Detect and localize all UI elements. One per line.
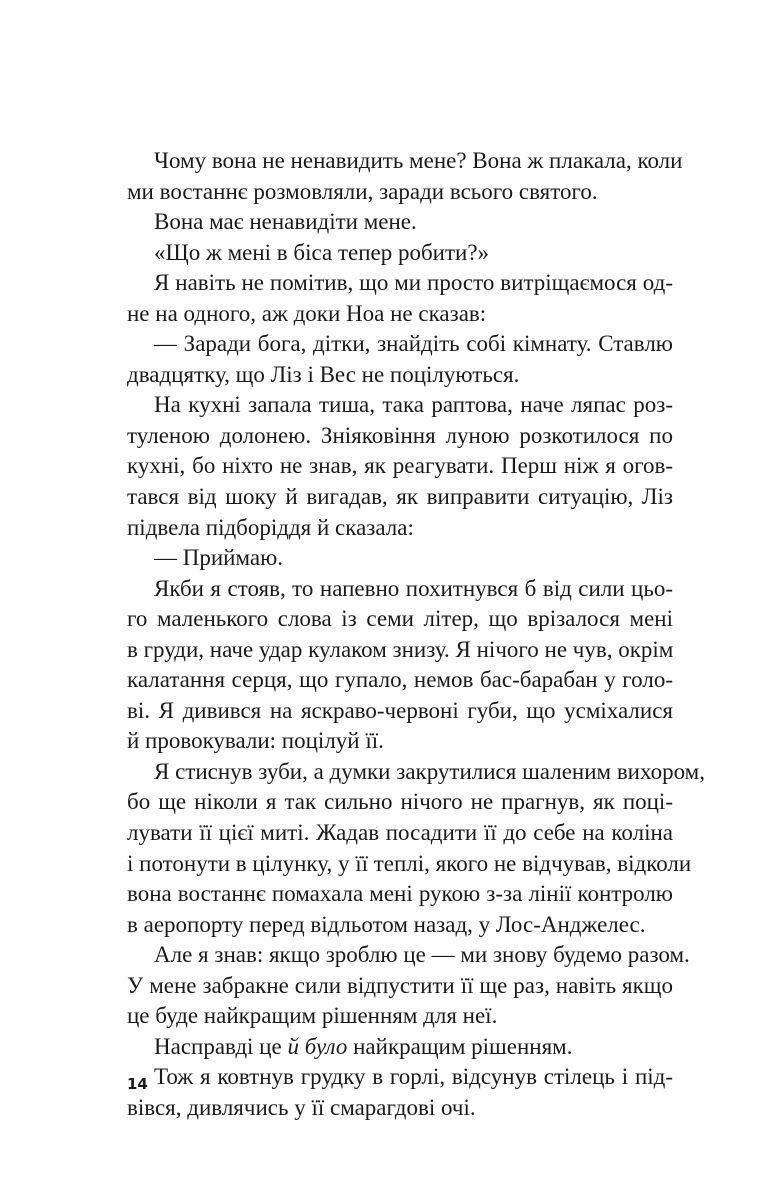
text-line: Чому вона не ненавидить мене? Вона ж плакала, коли <box>154 148 683 173</box>
text-line: Я навіть не помітив, що ми просто витріщаємося од- <box>154 270 673 296</box>
text-line: це буде найкращим рішенням для неї. <box>127 1003 498 1029</box>
text-line: тався від шоку й вигадав, як виправити ситуацію, Ліз <box>127 484 673 510</box>
text-line: в груди, наче удар кулаком знизу. Я нічого не чув, окрім <box>127 636 674 662</box>
text-segment: Насправді це <box>154 1033 288 1059</box>
text-line: і потонути в цілунку, у її теплі, якого не відчував, відколи <box>127 850 692 876</box>
text-line <box>127 1032 673 1063</box>
text-line: вона востаннє помахала мені рукою з-за лінії контролю <box>127 881 673 907</box>
text-line: — Заради бога, дітки, знайдіть собі кімнату. Ставлю <box>154 331 673 357</box>
text-line: двадцятку, що Ліз і Вес не поцілуються. <box>127 361 520 387</box>
text-line: туленою долонею. Зніяковіння луною розкотилося по <box>127 422 673 448</box>
text-line: У мене забракне сили відпустити її ще раз, навіть якщо <box>127 972 673 998</box>
text-line: Тож я ковтнув грудку в горлі, відсунув стілець і під- <box>154 1064 673 1090</box>
text-line: — Приймаю. <box>154 545 284 571</box>
text-line: ми востаннє розмовляли, заради всього святого. <box>127 178 598 204</box>
text-line: Якби я стояв, то напевно похитнувся б від сили цьо- <box>154 575 673 601</box>
text-line: Але я знав: якщо зроблю це — ми знову будемо разом. <box>154 942 690 968</box>
text-line: в аеропорту перед відльотом назад, у Лос-Анджелес. <box>127 911 646 937</box>
text-line: Я стиснув зуби, а думки закрутилися шаленим вихором, <box>154 758 705 784</box>
text-line: Вона має ненавидіти мене. <box>154 209 417 235</box>
text-line: бо ще ніколи я так сильно нічого не прагнув, як поці- <box>127 789 673 815</box>
text-segment: найкращим рішенням. <box>347 1033 573 1059</box>
text-line: лувати її цієї миті. Жадав посадити її до себе на коліна <box>127 820 673 846</box>
text-line: ві. Я дивився на яскраво-червоні губи, що усміхалися <box>127 697 673 723</box>
text-line: підвела підборіддя й сказала: <box>127 514 414 540</box>
text-line: «Що ж мені в біса тепер робити?» <box>154 239 490 265</box>
text-line: й провокували: поцілуй її. <box>127 728 384 754</box>
page-number: 14 <box>127 1075 148 1093</box>
text-line: кухні, бо ніхто не знав, як реагувати. Перш ніж я огов- <box>127 453 673 479</box>
text-line: го маленького слова із семи літер, що врізалося мені <box>127 606 673 632</box>
text-line: не на одного, аж доки Ноа не сказав: <box>127 300 487 326</box>
text-line: На кухні запала тиша, така раптова, наче ляпас роз- <box>154 392 673 418</box>
body-text <box>127 146 705 1124</box>
emphasis-text: й було <box>287 1033 348 1059</box>
text-line: вівся, дивлячись у її смарагдові очі. <box>127 1094 476 1120</box>
text-line: калатання серця, що гупало, немов бас-барабан у голо- <box>127 667 673 693</box>
